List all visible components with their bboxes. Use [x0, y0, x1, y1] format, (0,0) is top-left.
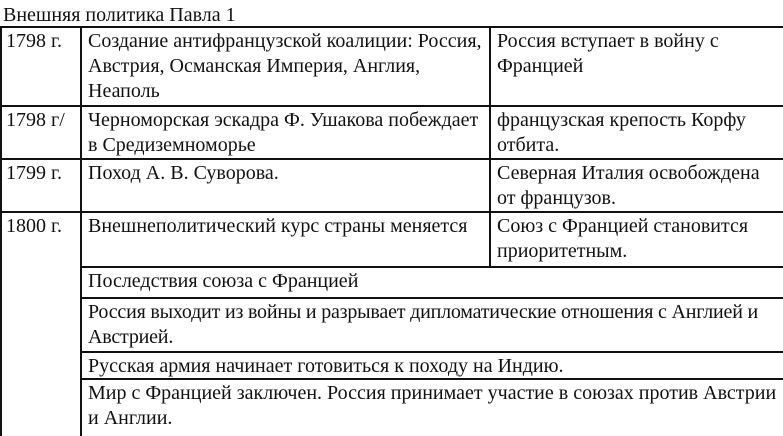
table-title: Внешняя политика Павла 1 — [3, 4, 236, 26]
event-cell: Поход А. В. Суворова. — [82, 160, 491, 213]
year-cell: 1800 г. — [0, 213, 82, 436]
year-cell: 1799 г. — [0, 160, 82, 213]
consequence-row: Мир с Францией заключен. Россия принимает участие в союзах против Австрии и Англии. — [88, 382, 777, 429]
consequences-heading: Последствия союза с Францией — [82, 268, 783, 299]
result-cell: Северная Италия освобождена от французов. — [491, 160, 783, 213]
consequence-row: Россия выходит из войны и разрывает дипломатические отношения с Англией и Австрией. — [82, 299, 783, 353]
foreign-policy-table — [0, 26, 783, 434]
year-cell: 1798 г. — [0, 28, 82, 107]
result-cell: Союз с Францией становится приоритетным. — [491, 213, 783, 268]
result-cell: Россия вступает в войну с Францией — [491, 28, 783, 107]
consequence-row: Русская армия начинает готовиться к походу на Индию. — [82, 353, 783, 380]
event-cell: Внешнеполитический курс страны меняется — [82, 213, 491, 268]
result-cell: французская крепость Корфу отбита. — [491, 107, 783, 160]
event-cell: Черноморская эскадра Ф. Ушакова побеждает в Средиземноморье — [82, 107, 491, 160]
event-cell: Создание антифранцузской коалиции: Россия, Австрия, Османская Империя, Англия, Неаполь — [82, 28, 491, 107]
year-cell: 1798 г/ — [0, 107, 82, 160]
